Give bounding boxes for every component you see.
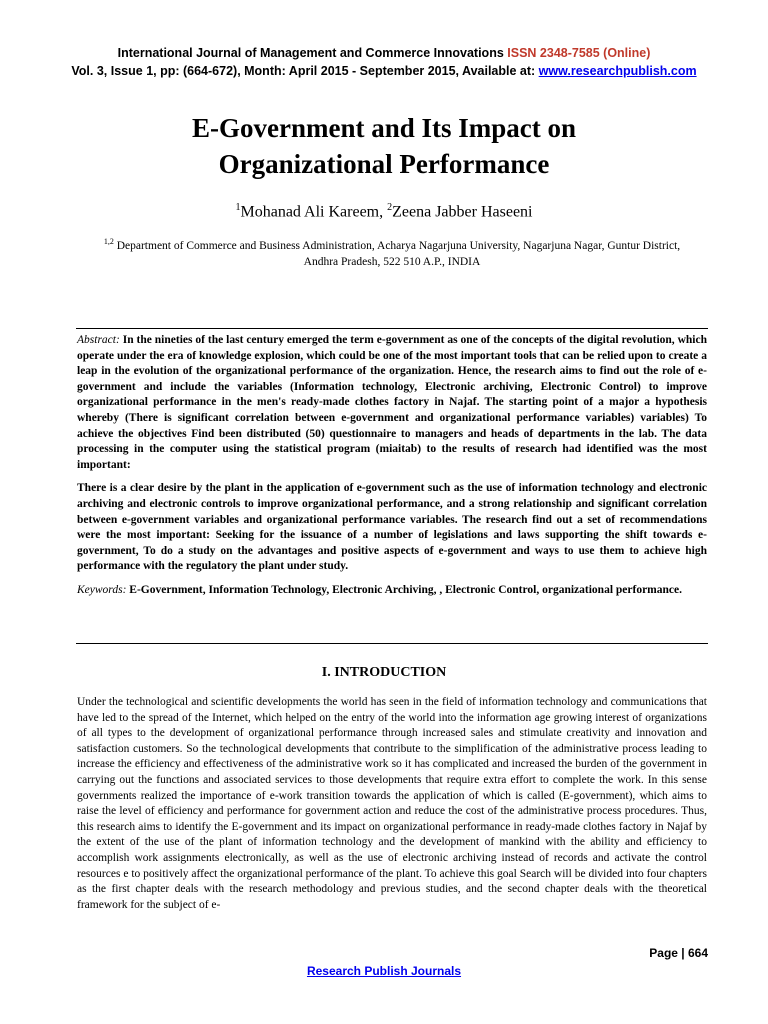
page-number: Page | 664 <box>649 946 708 960</box>
title-line-1: E-Government and Its Impact on <box>191 113 576 143</box>
journal-title-line <box>0 44 768 62</box>
publisher-link[interactable]: Research Publish Journals <box>306 964 462 978</box>
issn: ISSN 2348-7585 (Online) <box>507 46 651 60</box>
journal-volume-line <box>0 62 768 80</box>
abstract-paragraph-2: There is a clear desire by the plant in the application of e-government such as the use of information technology and electronic archiving and electronic controls to improve organizational performance, and a strong relationship and significant correlation between e-government variables and organizational performance variables. The research find out a set of recommendations were the most important: Seeking for the issuance of a number of legislations and laws supporting the shift towards e-government, To do a study on the advantages and positive aspects of e-government and ways to use them to achieve high performance with the regulatory the plant under study. <box>77 482 707 573</box>
abstract-top-rule <box>76 328 708 329</box>
author1-name: Mohanad Ali Kareem, <box>240 203 388 221</box>
introduction-heading: I. INTRODUCTION <box>321 665 447 680</box>
abstract-bottom-rule <box>76 643 708 644</box>
authors <box>0 198 768 222</box>
paper-title <box>0 110 768 182</box>
abstract-label: Abstract: <box>77 334 120 346</box>
affiliation-superscript: 1,2 <box>103 237 114 246</box>
keywords-label: Keywords: <box>77 583 127 596</box>
author2-superscript: 2 <box>387 202 393 213</box>
keywords-paragraph <box>77 583 707 599</box>
affiliation-text: Department of Commerce and Business Administration, Acharya Nagarjuna University, Nagarjuna Nagar, Guntur District, Andhra Pradesh, 522 510 A.P., INDIA <box>113 239 681 268</box>
abstract-section <box>77 333 707 607</box>
title-line-2: Organizational Performance <box>218 149 550 179</box>
author2-name: Zeena Jabber Haseeni <box>392 203 533 221</box>
introduction-paragraph: Under the technological and scientific developments the world has seen in the field of information technology and communications that have led to the spread of the Internet, which helped on the entry of the world into the information age growing interest of organizations of all types to the development of organizational performance through increased sales and stimulate creativity and innovation and satisfaction customers. So the technological developments that contribute to the simplification of the administrative process leading to increase the efficiency and effectiveness of the administrative work so it has complicated and increased the burden of the government in carrying out the functions and associated services to those developments that require extra effort to complete the work. In this sense governments realized the importance of e-work transition towards the application of which is called (E-government), which aims to raise the level of efficiency and performance for government action and reduce the cost of the administrative process procedures. Thus, this research aims to identify the E-government and its impact on organizational performance in ready-made clothes factory in Najaf by the extent of the use of the plant of information technology and the development of mankind with the ability and efficiency to accomplish work assignments electronically, as well as the use of electronic archiving instead of records and activate the control resources e to positively affect the organizational performance of the plant. To achieve this goal Search will be divided into four chapters as the first chapter deals with the research methodology and previous studies, and the second chapter deals with the theoretical framework for the subject of e- <box>77 696 707 911</box>
website-link[interactable]: www.researchpublish.com <box>538 64 697 78</box>
journal-name: International Journal of Management and Commerce Innovations <box>117 46 504 60</box>
introduction-body <box>77 695 707 913</box>
volume-info: Vol. 3, Issue 1, pp: (664-672), Month: April 2015 - September 2015, Available at: <box>71 64 539 78</box>
keywords-text: E-Government, Information Technology, Electronic Archiving, , Electronic Control, organizational performance. <box>126 583 682 596</box>
abstract-text-1: In the nineties of the last century emerged the term e-government as one of the concepts of the digital revolution, which operate under the era of knowledge explosion, which could be one of the most important tools that can be relied upon to create a leap in the evolution of the organizational performance of the organization. Hence, the research aims to find out the role of e-government and include the variables (Information technology, Electronic archiving, Electronic Control) to improve organizational performance in the men's ready-made clothes factory in Najaf. The starting point of a major a hypothesis whereby (There is significant correlation between e-government and organizational performance variables) variables) To achieve the objectives Find been distributed (50) questionnaire to managers and heads of departments in the lab. The data processing in the computer using the statistical program (miaitab) to the results of research had identified was the most important: <box>77 334 707 471</box>
journal-header <box>0 44 768 80</box>
abstract-paragraph-1 <box>77 333 707 473</box>
affiliation <box>92 234 692 270</box>
author1-superscript: 1 <box>235 202 241 213</box>
